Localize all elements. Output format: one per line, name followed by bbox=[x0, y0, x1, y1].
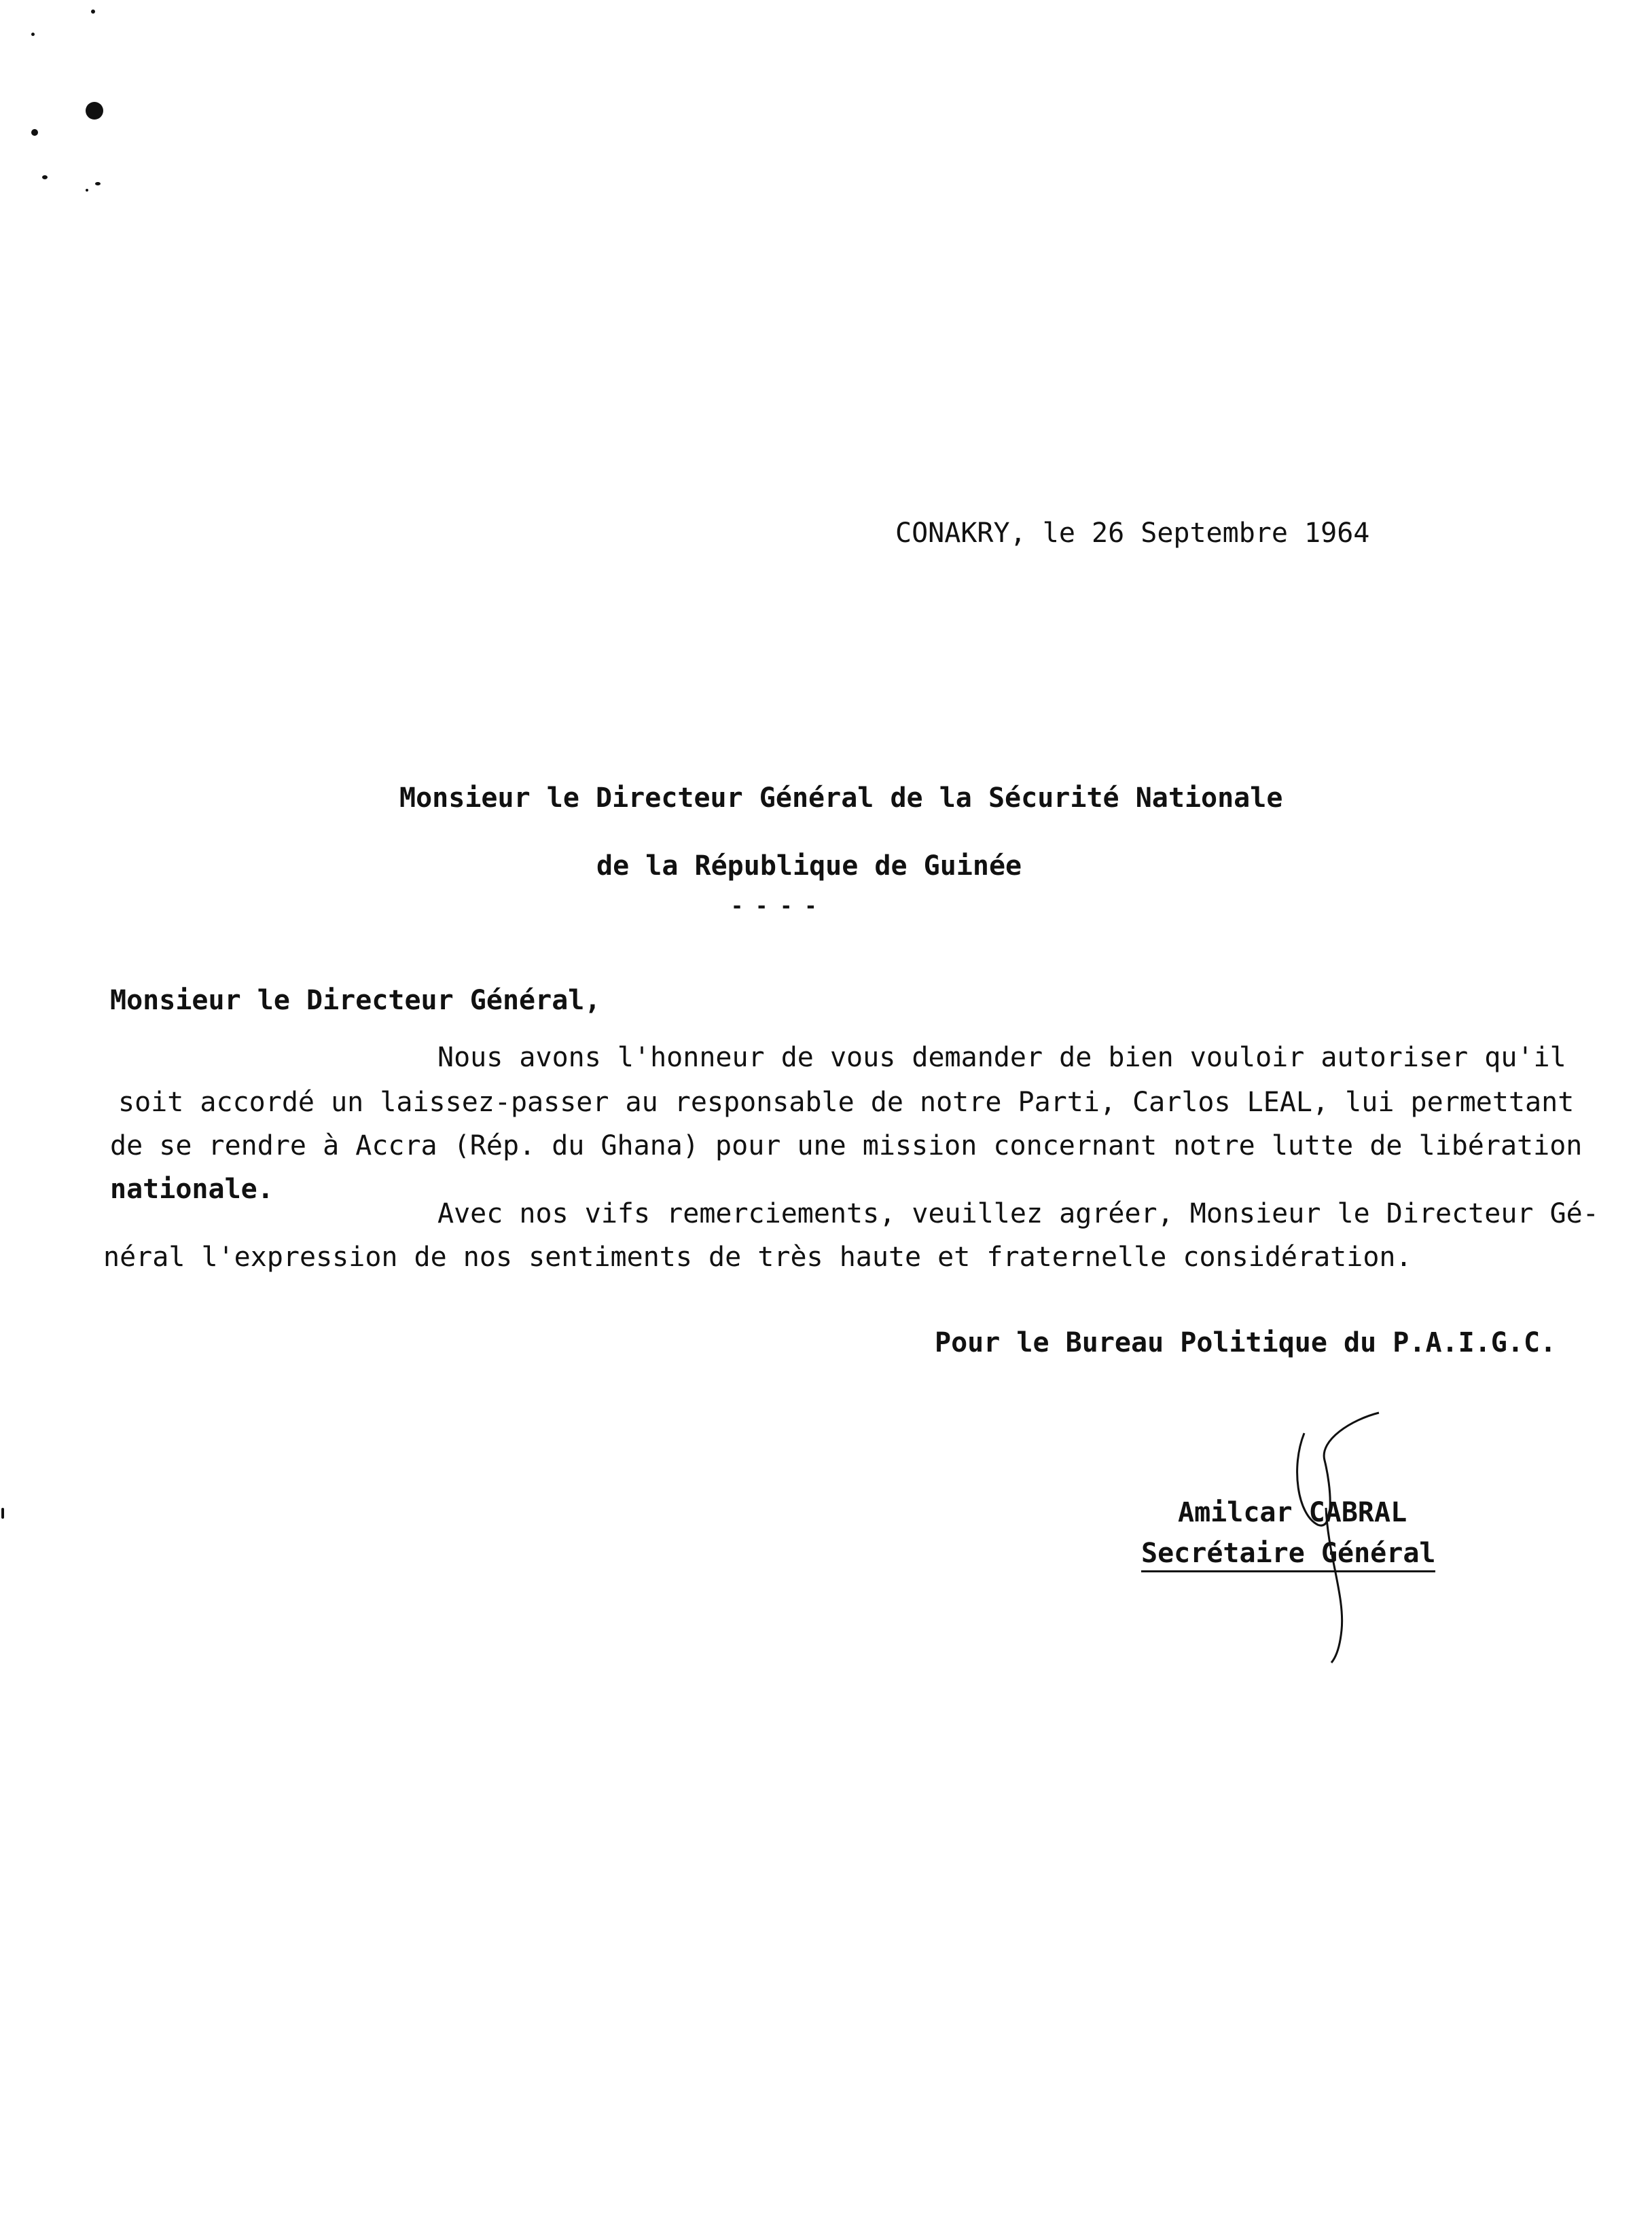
body-paragraph-1-line-2: soit accordé un laissez-passer au responsable de notre Parti, Carlos LEAL, lui permettant bbox=[118, 1087, 1575, 1118]
separator: - - - - bbox=[731, 895, 817, 918]
body-paragraph-1-line-3: de se rendre à Accra (Rép. du Ghana) pour une mission concernant notre lutte de libération bbox=[110, 1130, 1583, 1161]
signatory-name: Amilcar CABRAL bbox=[1178, 1497, 1407, 1528]
body-paragraph-1-line-1: Nous avons l'honneur de vous demander de bien vouloir autoriser qu'il bbox=[437, 1042, 1566, 1073]
body-paragraph-2-line-1: Avec nos vifs remerciements, veuillez agréer, Monsieur le Directeur Gé- bbox=[437, 1198, 1599, 1229]
recipient-line-2: de la République de Guinée bbox=[596, 850, 1022, 882]
handwritten-signature bbox=[1277, 1406, 1393, 1664]
body-paragraph-1-line-4: nationale. bbox=[110, 1174, 274, 1205]
recipient-line-1: Monsieur le Directeur Général de la Sécurité Nationale bbox=[399, 782, 1283, 814]
place-date: CONAKRY, le 26 Septembre 1964 bbox=[895, 518, 1370, 549]
body-paragraph-2-line-2: néral l'expression de nos sentiments de très haute et fraternelle considération. bbox=[103, 1242, 1412, 1273]
signatory-title-text: Secrétaire Général bbox=[1141, 1538, 1435, 1572]
closing-line: Pour le Bureau Politique du P.A.I.G.C. bbox=[935, 1327, 1557, 1358]
salutation: Monsieur le Directeur Général, bbox=[110, 985, 601, 1016]
